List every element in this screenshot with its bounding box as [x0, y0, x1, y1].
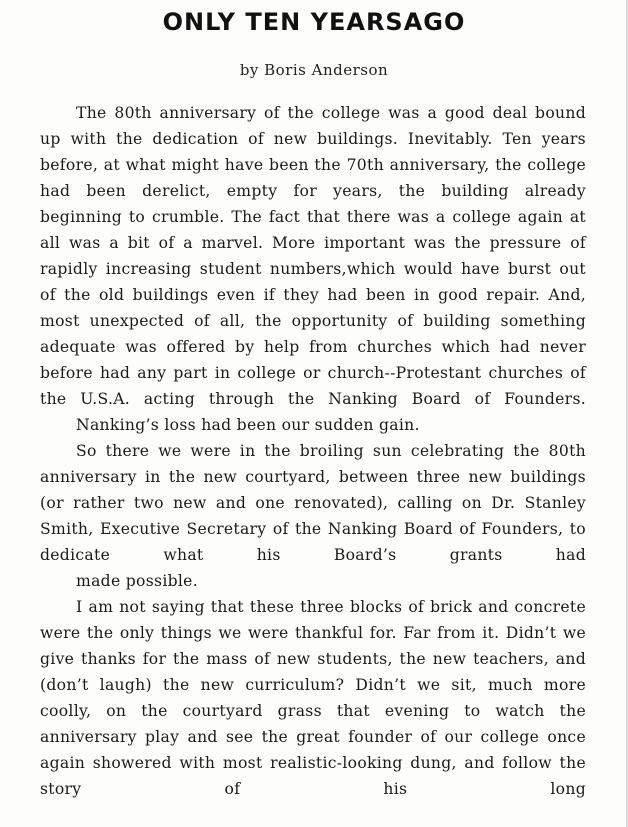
article-byline: by Boris Anderson: [239, 61, 389, 79]
article-title: ONLY TEN YEARSAGO: [162, 8, 466, 36]
paragraph-text: I am not saying that these three blocks of brick and concrete were the only things we were thankful for. Far from it. Didn’t we give thanks for the mass of new students, the new teachers, and (don’t laugh) the new curriculum? Didn’t we sit, much more coolly, on the courtyard grass that evening to watch the anniversary play and see the great founder of our college once again showered with most realistic-looking dung, and follow the story of his long: [40, 598, 586, 798]
paragraph: [40, 100, 586, 438]
paragraph: [40, 594, 586, 802]
paragraph: [40, 438, 586, 594]
paragraph-last-line: made possible.: [76, 572, 198, 590]
paragraph-text: So there we were in the broiling sun celebrating the 80th anniversary in the new courtyard, between three new buildings (or rather two new and one renovated), calling on Dr. Stanley Smith, Executive Secretary of the Nanking Board of Founders, to dedicate what his Board’s grants had: [40, 442, 586, 564]
article-body: [40, 100, 586, 802]
paragraph-last-line: Nanking’s loss had been our sudden gain.: [76, 416, 420, 434]
paragraph-text: The 80th anniversary of the college was a good deal bound up with the dedication of new buildings. Inevitably. Ten years before, at what might have been the 70th anniversary, the college had been derelict, empty for years, the building already beginning to crumble. The fact that there was a college again at all was a bit of a marvel. More important was the pressure of rapidly increasing student numbers,which would have burst out of the old buildings even if they had been in good repair. And, most unexpected of all, the opportunity of building something adequate was offered by help from churches which had never before had any part in college or church--Protestant churches of the U.S.A. acting through the Nanking Board of Founders.: [40, 104, 586, 408]
